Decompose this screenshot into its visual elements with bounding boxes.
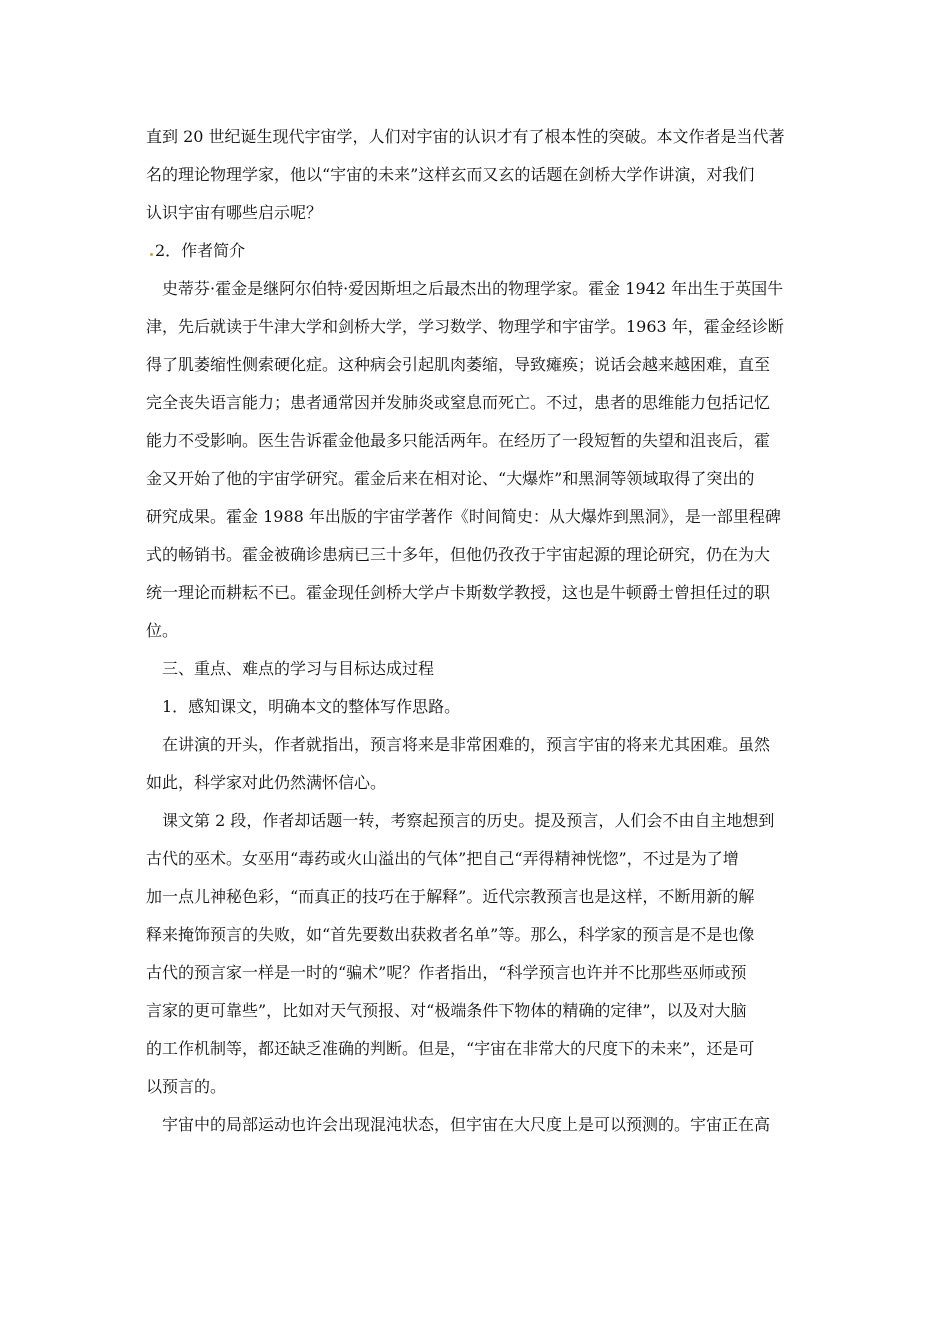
- text-line: 认识宇宙有哪些启示呢？: [146, 203, 323, 222]
- subsection-heading: 1．感知课文，明确本文的整体写作思路。: [162, 697, 461, 716]
- text-line: 得了肌萎缩性侧索硬化症。这种病会引起肌肉萎缩，导致瘫痪；说话会越来越困难，直至: [146, 355, 771, 374]
- text-line: 津，先后就读于牛津大学和剑桥大学，学习数学、物理学和宇宙学。1963 年，霍金经诊断: [146, 317, 784, 336]
- text-line: 统一理论而耕耘不已。霍金现任剑桥大学卢卡斯数学教授，这也是牛顿爵士曾担任过的职: [146, 583, 771, 602]
- section-heading-key-points: 三、重点、难点的学习与目标达成过程: [162, 659, 435, 678]
- section-heading-author-intro: [146, 232, 808, 270]
- text-line: 宇宙中的局部运动也许会出现混沌状态，但宇宙在大尺度上是可以预测的。宇宙正在高: [162, 1115, 771, 1134]
- text-line: 式的畅销书。霍金被确诊患病已三十多年，但他仍孜孜于宇宙起源的理论研究，仍在为大: [146, 545, 771, 564]
- heading-text: 2．作者简介: [155, 241, 246, 260]
- text-line: 释来掩饰预言的失败，如“首先要数出获救者名单”等。那么，科学家的预言是不是也像: [146, 925, 755, 944]
- text-line: 直到 20 世纪诞生现代宇宙学，人们对宇宙的认识才有了根本性的突破。本文作者是当代著: [146, 127, 785, 146]
- text-line: 言家的更可靠些”，比如对天气预报、对“极端条件下物体的精确的定律”，以及对大脑: [146, 1001, 747, 1020]
- text-line: 古代的预言家一样是一时的“骗术”呢？作者指出，“科学预言也许并不比那些巫师或预: [146, 963, 747, 982]
- text-line: 的工作机制等，都还缺乏准确的判断。但是，“宇宙在非常大的尺度下的未来”，还是可: [146, 1039, 755, 1058]
- text-line: 名的理论物理学家，他以“宇宙的未来”这样玄而又玄的话题在剑桥大学作讲演，对我们: [146, 165, 755, 184]
- text-line: 完全丧失语言能力；患者通常因并发肺炎或窒息而死亡。不过，患者的思维能力包括记忆: [146, 393, 771, 412]
- text-line: 如此，科学家对此仍然满怀信心。: [146, 773, 387, 792]
- text-line: 在讲演的开头，作者就指出，预言将来是非常困难的，预言宇宙的将来尤其困难。虽然: [162, 735, 771, 754]
- marker-dot: [150, 253, 153, 256]
- text-line: 古代的巫术。女巫用“毒药或火山溢出的气体”把自己“弄得精神恍惚”，不过是为了增: [146, 849, 739, 868]
- text-line: 以预言的。: [146, 1077, 227, 1096]
- document-body: [146, 118, 808, 1144]
- text-line: 史蒂芬·霍金是继阿尔伯特·爱因斯坦之后最杰出的物理学家。霍金 1942 年出生于英国牛: [162, 279, 784, 298]
- text-line: 能力不受影响。医生告诉霍金他最多只能活两年。在经历了一段短暂的失望和沮丧后，霍: [146, 431, 771, 450]
- text-line: 研究成果。霍金 1988 年出版的宇宙学著作《时间简史：从大爆炸到黑洞》，是一部里程碑: [146, 507, 781, 526]
- text-line: 位。: [146, 621, 179, 640]
- text-line: 加一点儿神秘色彩，“而真正的技巧在于解释”。近代宗教预言也是这样，不断用新的解: [146, 887, 755, 906]
- text-line: 课文第 2 段，作者却话题一转，考察起预言的历史。提及预言，人们会不由自主地想到: [162, 811, 775, 830]
- text-line: 金又开始了他的宇宙学研究。霍金后来在相对论、“大爆炸”和黑洞等领域取得了突出的: [146, 469, 755, 488]
